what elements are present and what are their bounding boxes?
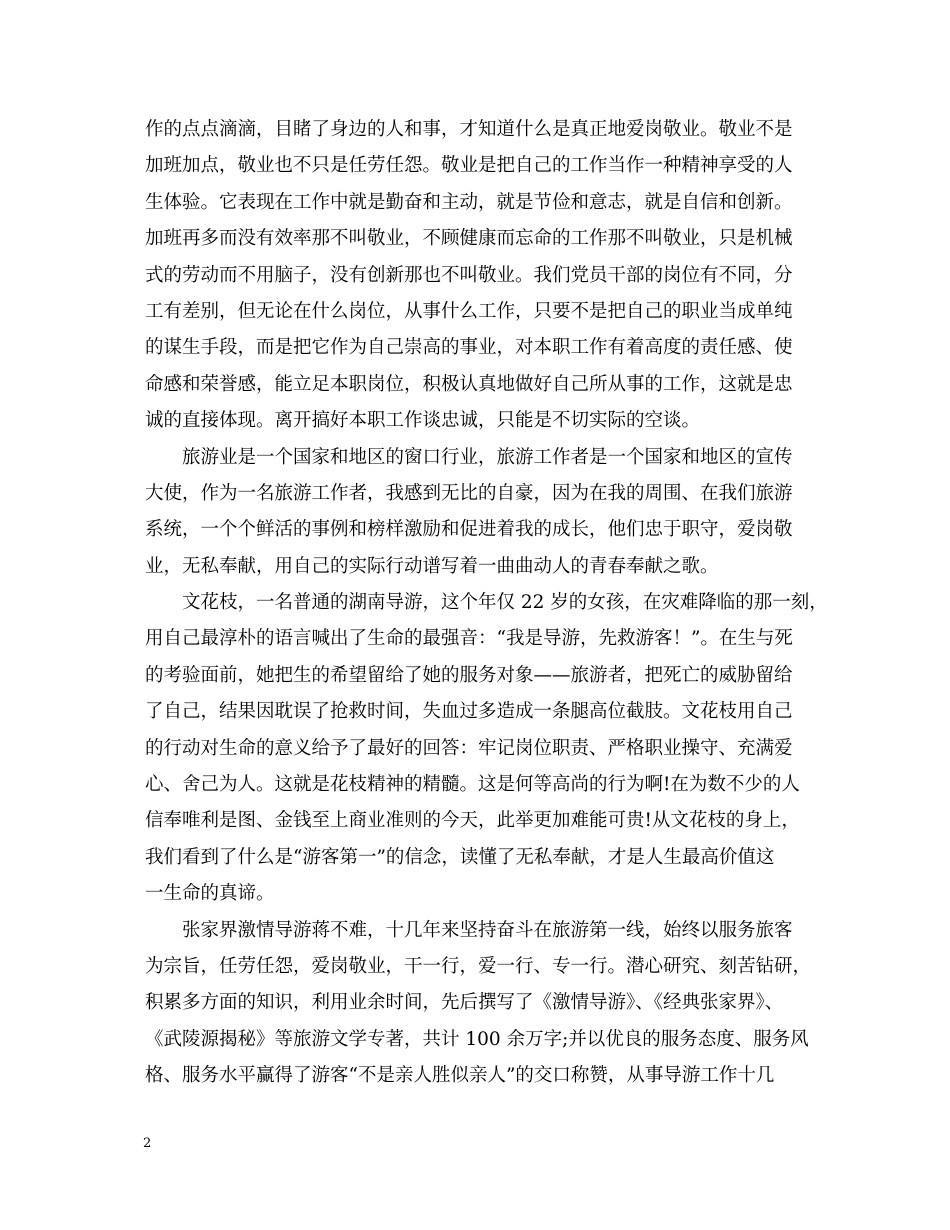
text-line: 业，无私奉献，用自己的实际行动谱写着一曲曲动人的青春奉献之歌。 [145,555,719,577]
text-line: 作的点点滴滴，目睹了身边的人和事，才知道什么是真正地爱岗敬业。敬业不是 [145,119,793,140]
text-line: 的考验面前，她把生的希望留给了她的服务对象——旅游者，把死亡的威胁留给 [145,664,793,686]
text-line: 《武陵源揭秘》等旅游文学专著，共计 100 余万字;并以优良的服务态度、服务风 [145,1028,809,1050]
text-line: 生体验。它表现在工作中就是勤奋和主动，就是节俭和意志，就是自信和创新。 [145,191,793,213]
text-line: 工有差别，但无论在什么岗位，从事什么工作，只要不是把自己的职业当成单纯 [145,300,793,322]
body-text [145,112,828,1095]
text-line: 加班加点，敬业也不只是任劳任怨。敬业是把自己的工作当作一种精神享受的人 [145,155,793,177]
page-number: 2 [143,1136,152,1151]
text-line: 大使，作为一名旅游工作者，我感到无比的自豪，因为在我的周围、在我们旅游 [145,482,793,504]
text-line: 积累多方面的知识，利用业余时间，先后撰写了《激情导游》、《经典张家界》、 [145,992,784,1014]
text-line: 一生命的真谛。 [145,883,275,905]
text-line: 为宗旨，任劳任怨，爱岗敬业，干一行，爱一行、专一行。潜心研究、刻苦钻研， [145,955,812,977]
text-line: 格、服务水平赢得了游客“不是亲人胜似亲人”的交口称赞，从事导游工作十几 [145,1065,775,1087]
text-line: 用自己最淳朴的语言喊出了生命的最强音：“我是导游，先救游客！”。在生与死 [145,628,793,650]
text-line: 的行动对生命的意义给予了最好的回答：牢记岗位职责、严格职业操守、充满爱 [145,737,793,759]
text-line: 张家界激情导游蒋不难，十几年来坚持奋斗在旅游第一线，始终以服务旅客 [182,919,793,941]
text-line: 的谋生手段，而是把它作为自己崇高的事业，对本职工作有着高度的责任感、使 [145,337,793,359]
text-line: 信奉唯利是图、金钱至上商业准则的今天，此举更加难能可贵!从文花枝的身上， [145,810,800,832]
text-line: 旅游业是一个国家和地区的窗口行业，旅游工作者是一个国家和地区的宣传 [182,446,793,468]
text-line: 文花枝，一名普通的湖南导游，这个年仅 22 岁的女孩，在灾难降临的那一刻， [182,592,828,614]
text-line: 命感和荣誉感，能立足本职岗位，积极认真地做好自己所从事的工作，这就是忠 [145,373,793,395]
text-line: 系统，一个个鲜活的事例和榜样激励和促进着我的成长，他们忠于职守，爱岗敬 [145,519,793,541]
text-line: 诚的直接体现。离开搞好本职工作谈忠诚，只能是不切实际的空谈。 [145,410,701,432]
text-line: 心、舍己为人。这就是花枝精神的精髓。这是何等高尚的行为啊!在为数不少的人 [145,774,800,796]
text-line: 我们看到了什么是“游客第一”的信念，读懂了无私奉献，才是人生最高价值这 [145,846,775,868]
text-line: 式的劳动而不用脑子，没有创新那也不叫敬业。我们党员干部的岗位有不同，分 [145,264,793,286]
text-line: 加班再多而没有效率那不叫敬业，不顾健康而忘命的工作那不叫敬业，只是机械 [145,228,793,250]
text-line: 了自己，结果因耽误了抢救时间，失血过多造成一条腿高位截肢。文花枝用自己 [145,701,793,723]
